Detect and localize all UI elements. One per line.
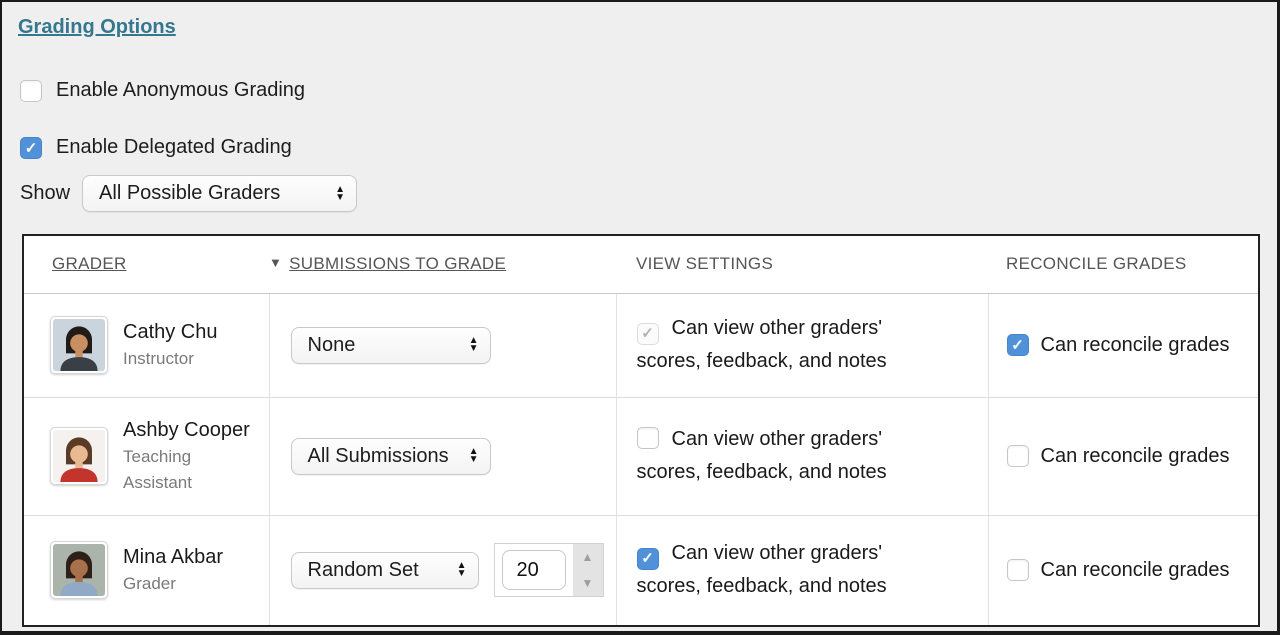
select-arrows-icon: ▲ ▼ (335, 183, 346, 203)
avatar (50, 316, 108, 374)
avatar (50, 427, 108, 485)
delegated-grading-label: Enable Delegated Grading (56, 136, 292, 158)
grader-row (23, 515, 1259, 626)
show-graders-select[interactable] (82, 175, 357, 212)
column-header-view-settings: VIEW SETTINGS (636, 254, 774, 274)
graders-table (22, 234, 1260, 627)
reconcile-checkbox[interactable]: ✓ (1007, 334, 1029, 356)
submissions-selected-value: None (307, 333, 356, 356)
column-header-reconcile-grades: RECONCILE GRADES (1006, 254, 1187, 274)
random-set-count-group (494, 543, 604, 597)
column-header-grader[interactable]: GRADER (52, 254, 127, 274)
delegated-grading-checkbox[interactable]: ✓ (20, 137, 42, 159)
show-graders-row (20, 175, 1277, 212)
view-settings-label: scores, feedback, and notes (636, 461, 887, 483)
view-settings-label: scores, feedback, and notes (636, 350, 887, 372)
submissions-select[interactable] (291, 552, 479, 589)
view-settings-checkbox[interactable] (637, 427, 659, 449)
select-arrows-icon: ▲ ▼ (468, 335, 479, 354)
show-graders-selected-value: All Possible Graders (99, 182, 281, 204)
reconcile-label: Can reconcile grades (1040, 558, 1230, 581)
select-arrows-icon: ▲ ▼ (468, 446, 479, 465)
anonymous-grading-option (20, 79, 1277, 102)
spinner-up-icon[interactable]: ▲ (581, 550, 594, 565)
avatar (50, 541, 108, 599)
submissions-selected-value: All Submissions (307, 444, 449, 467)
grader-name: Ashby Cooper (123, 418, 250, 441)
submissions-selected-value: Random Set (307, 558, 419, 581)
view-settings-label: scores, feedback, and notes (636, 575, 887, 598)
reconcile-label: Can reconcile grades (1040, 444, 1230, 467)
grader-row (23, 397, 1259, 515)
reconcile-label: Can reconcile grades (1040, 333, 1230, 356)
reconcile-checkbox[interactable] (1007, 445, 1029, 467)
table-header-row (23, 235, 1259, 293)
view-settings-label: Can view other graders' (671, 317, 883, 339)
grading-options-heading[interactable]: Grading Options (18, 16, 176, 38)
delegated-grading-option (20, 136, 1277, 159)
view-settings-checkbox[interactable]: ✓ (637, 323, 659, 345)
grader-role: Teaching Assistant (123, 446, 192, 492)
submissions-select[interactable] (291, 327, 491, 364)
anonymous-grading-label: Enable Anonymous Grading (56, 79, 306, 101)
view-settings-label: Can view other graders' (671, 542, 883, 565)
count-spinner[interactable] (573, 544, 603, 596)
column-header-submissions[interactable]: SUBMISSIONS TO GRADE (289, 254, 507, 274)
grader-row (23, 293, 1259, 397)
spinner-down-icon[interactable]: ▼ (581, 576, 594, 591)
anonymous-grading-checkbox[interactable] (20, 80, 42, 102)
random-set-count-input[interactable] (502, 550, 566, 590)
grader-role: Instructor (123, 348, 194, 368)
submissions-select[interactable] (291, 438, 491, 475)
show-label: Show (20, 182, 71, 204)
view-settings-label: Can view other graders' (671, 428, 883, 450)
view-settings-checkbox[interactable]: ✓ (637, 548, 659, 570)
grader-name: Cathy Chu (123, 320, 218, 343)
select-arrows-icon: ▲ ▼ (456, 560, 467, 580)
grader-name: Mina Akbar (123, 545, 224, 568)
sort-descending-icon: ▼ (269, 255, 283, 271)
reconcile-checkbox[interactable] (1007, 559, 1029, 581)
grader-role: Grader (123, 573, 176, 593)
